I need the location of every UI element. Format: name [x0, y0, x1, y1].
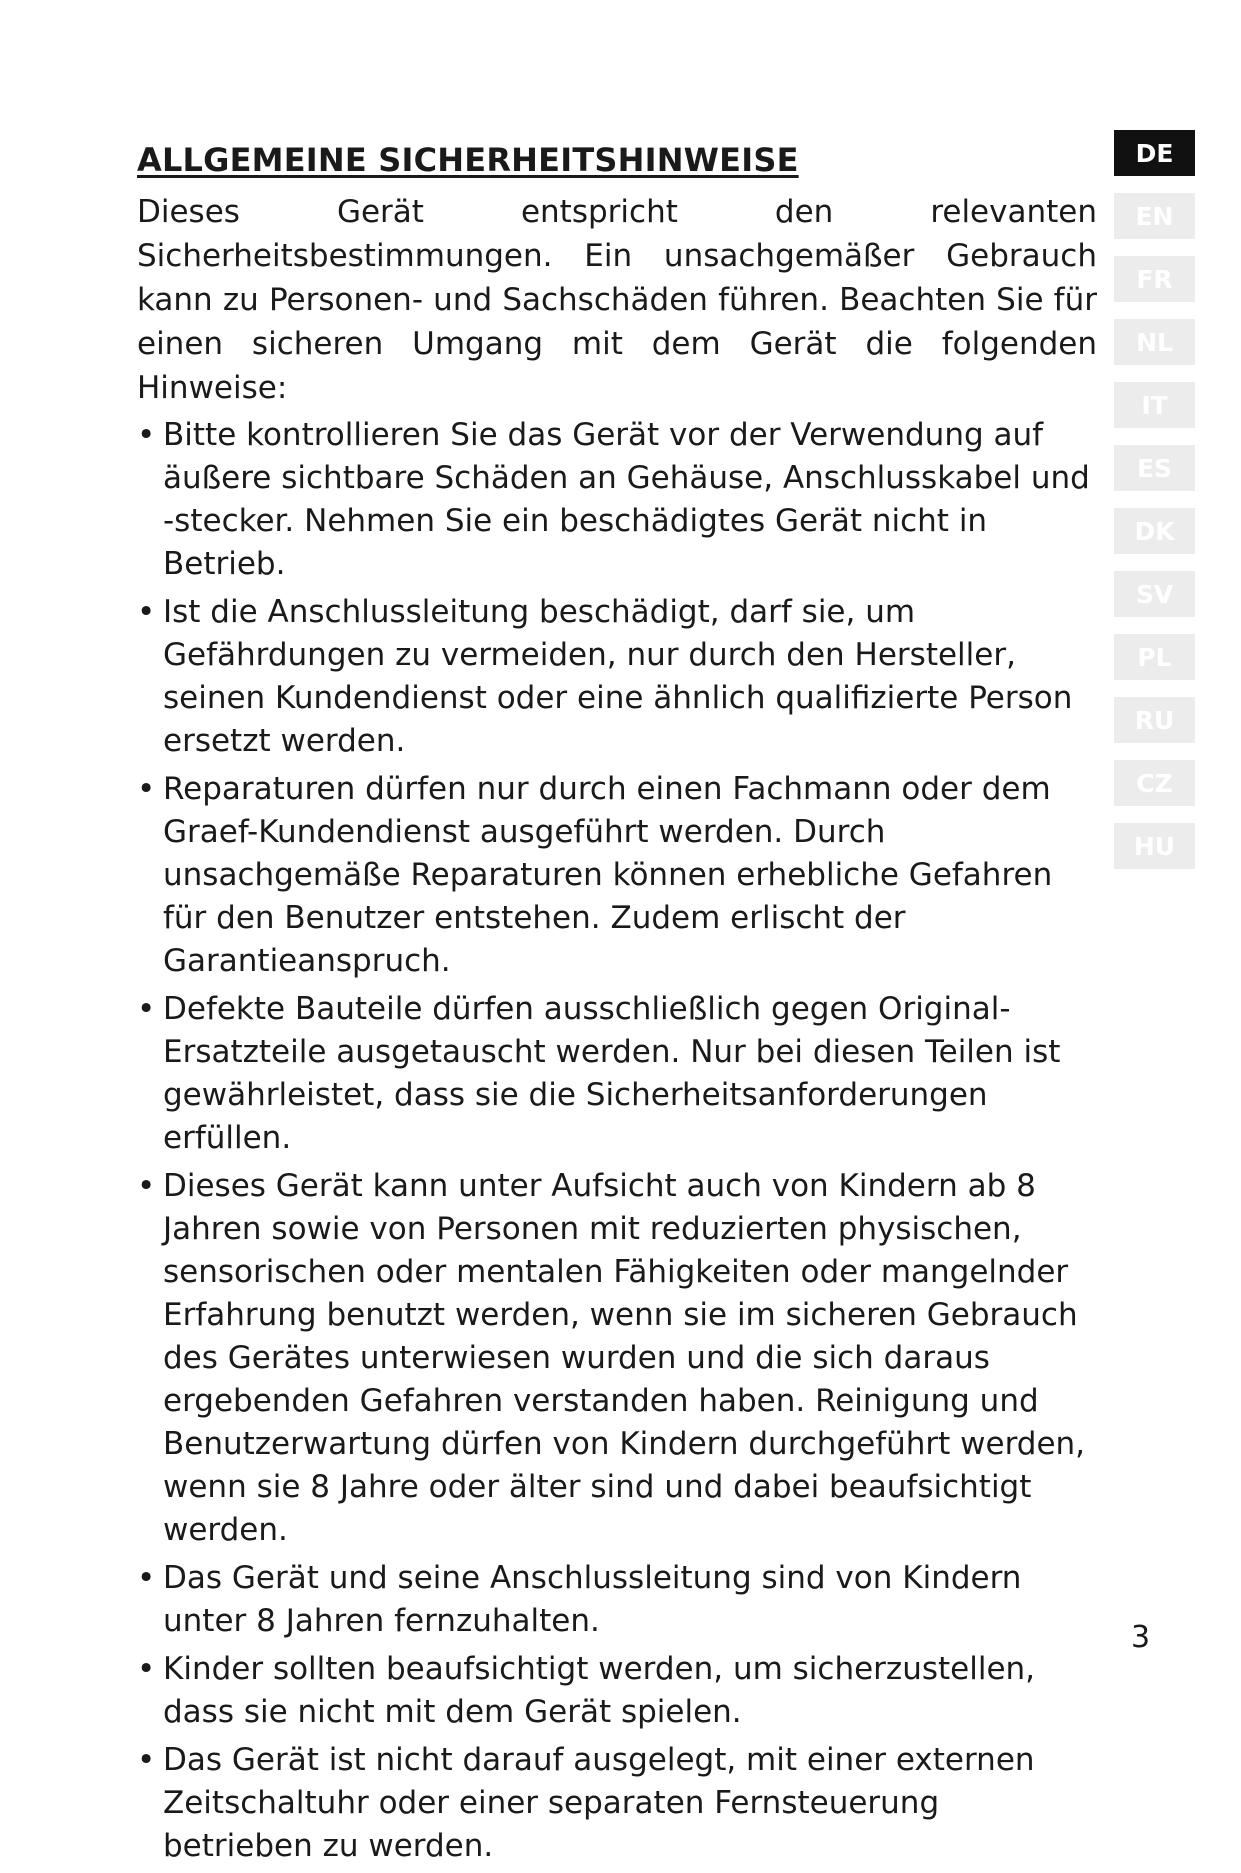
bullet-icon: • — [137, 770, 156, 807]
page-number: 3 — [1131, 1620, 1151, 1655]
list-item-text: Kinder sollten beaufsichtigt werden, um sicherzustellen, dass sie nicht mit dem Gerät spielen. — [163, 1650, 1036, 1730]
tab-es[interactable]: ES — [1114, 445, 1195, 491]
safety-instructions-section — [137, 140, 1097, 1873]
tab-sv[interactable]: SV — [1114, 571, 1195, 617]
list-item-text: Dieses Gerät kann unter Aufsicht auch von Kindern ab 8 Jahren sowie von Personen mit reduzierten physischen, sensorischen oder mentalen Fähigkeiten oder mangelnder Erfahrung benutzt werden, wenn sie im sicheren Gebrauch des Gerätes unterwiesen wurden und die sich daraus ergebenden Gefahren verstanden haben. Reinigung und Benutzerwartung dürfen von Kindern durchgeführt werden, wenn sie 8 Jahre oder älter sind und dabei beaufsichtigt werden. — [163, 1167, 1086, 1548]
tab-pl[interactable]: PL — [1114, 634, 1195, 680]
bullet-icon: • — [137, 416, 156, 453]
list-item — [137, 988, 1097, 1160]
bullet-icon: • — [137, 1741, 156, 1778]
tab-fr[interactable]: FR — [1114, 256, 1195, 302]
tab-en[interactable]: EN — [1114, 193, 1195, 239]
list-item — [137, 1557, 1097, 1643]
list-item-text: Bitte kontrollieren Sie das Gerät vor der Verwendung auf äußere sichtbare Schäden an Gehäuse, Anschlusskabel und -stecker. Nehmen Sie ein beschädigtes Gerät nicht in Betrieb. — [163, 416, 1090, 582]
safety-bullet-list — [137, 414, 1097, 1868]
list-item — [137, 1739, 1097, 1868]
list-item — [137, 1648, 1097, 1734]
list-item-text: Ist die Anschlussleitung beschädigt, darf sie, um Gefährdungen zu vermeiden, nur durch den Hersteller, seinen Kundendienst oder eine ähnlich qualifizierte Person ersetzt werden. — [163, 593, 1073, 759]
bullet-icon: • — [137, 1167, 156, 1204]
list-item — [137, 414, 1097, 586]
language-tabs — [1114, 130, 1195, 869]
list-item-text: Defekte Bauteile dürfen ausschließlich gegen Original-Ersatzteile ausgetauscht werden. Nur bei diesen Teilen ist gewährleistet, dass sie die Sicherheitsanforderungen erfüllen. — [163, 990, 1061, 1156]
tab-de[interactable]: DE — [1114, 130, 1195, 176]
tab-hu[interactable]: HU — [1114, 823, 1195, 869]
bullet-icon: • — [137, 593, 156, 630]
tab-it[interactable]: IT — [1114, 382, 1195, 428]
intro-paragraph: Dieses Gerät entspricht den relevanten Sicherheitsbestimmungen. Ein unsachgemäßer Gebrauch kann zu Personen- und Sachschäden führen. Beachten Sie für einen sicheren Umgang mit dem Gerät die folgenden Hinweise: — [137, 193, 1097, 406]
list-item — [137, 591, 1097, 763]
tab-nl[interactable]: NL — [1114, 319, 1195, 365]
tab-dk[interactable]: DK — [1114, 508, 1195, 554]
bullet-icon: • — [137, 1650, 156, 1687]
list-item-text: Das Gerät ist nicht darauf ausgelegt, mit einer externen Zeitschaltuhr oder einer separaten Fernsteuerung betrieben zu werden. — [163, 1741, 1035, 1864]
tab-ru[interactable]: RU — [1114, 697, 1195, 743]
list-item-text: Reparaturen dürfen nur durch einen Fachmann oder dem Graef-Kundendienst ausgeführt werden. Durch unsachgemäße Reparaturen können erhebliche Gefahren für den Benutzer entstehen. Zudem erlischt der Garantieanspruch. — [163, 770, 1053, 979]
list-item — [137, 1165, 1097, 1552]
tab-cz[interactable]: CZ — [1114, 760, 1195, 806]
list-item — [137, 768, 1097, 983]
list-item-text: Das Gerät und seine Anschlussleitung sind von Kindern unter 8 Jahren fernzuhalten. — [163, 1559, 1022, 1639]
bullet-icon: • — [137, 1559, 156, 1596]
section-heading: ALLGEMEINE SICHERHEITSHINWEISE — [137, 141, 799, 179]
bullet-icon: • — [137, 990, 156, 1027]
